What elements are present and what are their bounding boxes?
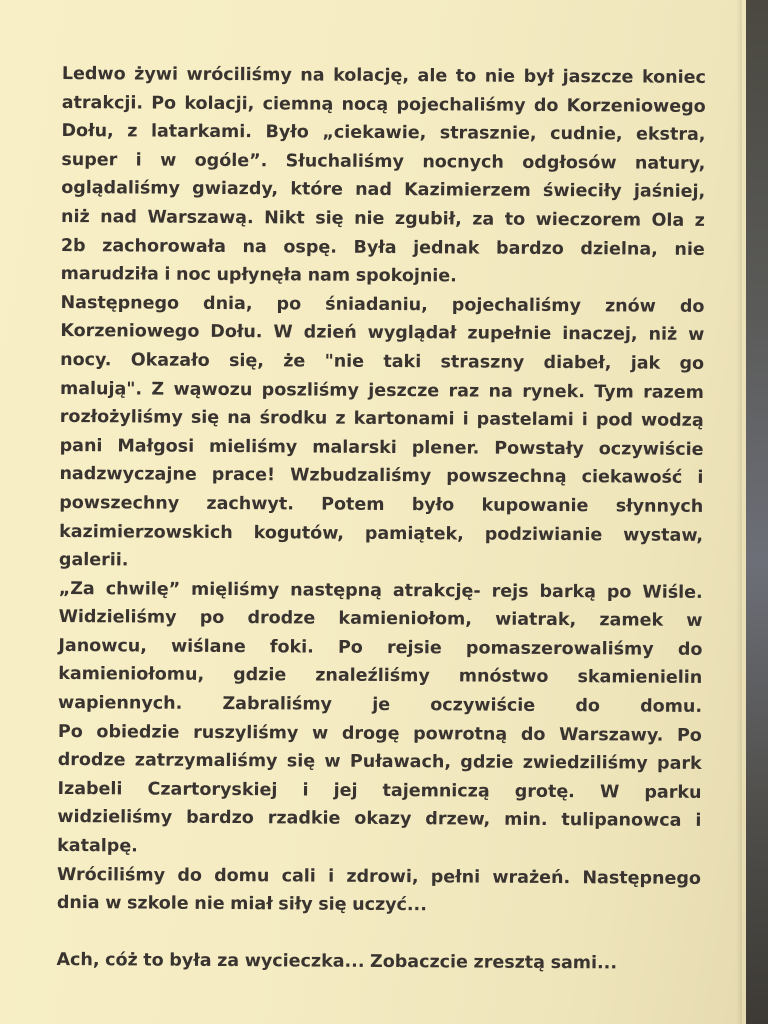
word: w <box>160 150 177 171</box>
text-line <box>59 460 703 493</box>
text-line <box>62 89 706 122</box>
word: jeszcze <box>368 380 440 401</box>
word: była <box>169 951 212 972</box>
word: Małgosi <box>117 436 195 457</box>
word: bardzo <box>496 238 564 259</box>
word: na <box>227 408 252 429</box>
word: ekstra, <box>636 124 706 146</box>
word: Z <box>151 379 165 400</box>
word: tulipanowca <box>561 810 682 832</box>
word: rozłożyliśmy <box>59 407 183 428</box>
word: po <box>276 294 302 315</box>
word: Czartoryskiej <box>147 779 278 801</box>
word: Kazimierzem <box>404 180 531 202</box>
word: do <box>677 639 703 660</box>
paragraph-3 <box>57 575 703 865</box>
word: jak <box>630 353 661 374</box>
word: i <box>697 468 704 489</box>
word: katalpę. <box>57 836 138 857</box>
word: wyglądał <box>367 323 457 344</box>
word: wiślane <box>170 636 246 658</box>
word: z <box>694 210 705 231</box>
word: pastelami <box>476 409 574 431</box>
word: zupełnie <box>467 323 552 345</box>
word: skamienielin <box>577 667 703 689</box>
word: i <box>581 410 588 431</box>
word: cóż <box>105 950 138 971</box>
word: kamieniołom, <box>338 608 472 630</box>
word: ospę. <box>283 236 337 258</box>
word: dzień <box>303 322 357 344</box>
word: pani <box>59 435 103 456</box>
word: ale <box>417 66 448 87</box>
word: zachorowała <box>102 235 227 257</box>
word: je <box>372 694 391 716</box>
text-line <box>58 632 702 665</box>
word: Puławach, <box>349 752 452 773</box>
word: za <box>472 209 495 230</box>
word: ogóle”. <box>194 150 268 172</box>
text-line <box>60 432 704 465</box>
word: Następnego <box>582 867 701 889</box>
word: świeciły <box>542 181 622 202</box>
word: po <box>606 582 632 603</box>
word: zgubił, <box>394 209 462 230</box>
word: pamiątek, <box>364 523 464 544</box>
word: kogutów, <box>253 522 345 544</box>
word: Korzeniowego <box>60 321 200 343</box>
word: na <box>242 236 267 257</box>
word: rynek. <box>522 381 585 402</box>
word: straszny <box>440 352 525 373</box>
word: wapiennych. <box>58 693 183 714</box>
text-line <box>56 946 700 979</box>
word: Wiśle. <box>642 582 703 603</box>
word: mieliśmy <box>209 436 298 458</box>
text-line <box>61 174 705 207</box>
word: wrażeń. <box>492 867 571 888</box>
word: kartonami <box>353 408 455 430</box>
word: jaszcze <box>562 67 634 88</box>
paragraph-4 <box>57 861 701 922</box>
word: atrakcję- <box>392 580 481 602</box>
text-line <box>57 775 701 808</box>
word: drogę <box>341 723 400 744</box>
text-line <box>59 546 703 579</box>
word: na <box>488 381 513 402</box>
word: Dołu, <box>61 121 114 142</box>
word: plener. <box>411 437 480 459</box>
word: oglądaliśmy <box>61 178 181 200</box>
word: W <box>599 782 620 803</box>
text-line <box>61 260 705 293</box>
word: w <box>311 723 329 744</box>
text-line <box>59 489 703 522</box>
word: Tym <box>594 381 634 403</box>
word: Nikt <box>264 208 305 229</box>
word: zamek <box>599 610 664 631</box>
word: do <box>679 296 705 317</box>
text-line <box>61 203 705 236</box>
word: cali <box>281 865 316 887</box>
paragraph-2 <box>59 289 705 579</box>
word: podziwianie <box>484 524 603 545</box>
text-line <box>61 117 705 150</box>
word: noc <box>175 264 211 286</box>
paragraph-spacer <box>57 918 701 951</box>
word: diabeł, <box>543 352 612 374</box>
word: Warszawą. <box>147 207 254 229</box>
word: obiedzie <box>96 721 180 743</box>
word: oczywiście <box>598 439 704 460</box>
word: niż <box>60 206 90 228</box>
word: za <box>217 951 240 972</box>
word: zwiedziliśmy <box>522 753 648 774</box>
word: zatrzymaliśmy <box>134 750 278 772</box>
word: i <box>164 264 171 285</box>
word: był <box>523 66 555 88</box>
word: Po <box>676 725 702 746</box>
word: do <box>520 724 546 745</box>
word: miał <box>230 894 273 915</box>
word: Po <box>151 93 177 114</box>
word: po <box>199 608 225 629</box>
story-text <box>56 60 706 979</box>
word: się <box>318 894 347 915</box>
word: i <box>328 866 335 887</box>
word: grotę. <box>514 781 575 802</box>
text-line <box>60 289 704 322</box>
word: taki <box>383 351 422 373</box>
text-line <box>62 60 706 93</box>
word: latarkami. <box>150 121 253 143</box>
word: tajemniczą <box>382 780 490 802</box>
word: do <box>575 696 600 717</box>
word: Zabraliśmy <box>222 694 333 715</box>
text-line <box>60 317 704 350</box>
word: i <box>135 150 142 171</box>
text-line <box>58 689 702 722</box>
word: środku <box>259 408 328 429</box>
word: min. <box>504 810 548 831</box>
word: Było <box>265 122 309 143</box>
word: kazimierzowskich <box>59 521 233 543</box>
word: nie <box>194 894 225 915</box>
word: Warszawy. <box>559 724 664 746</box>
word: widzieliśmy <box>57 807 173 829</box>
word: i <box>302 780 309 801</box>
word: to <box>143 950 164 972</box>
word: Wróciliśmy <box>56 864 166 886</box>
word: ciemną <box>262 93 334 115</box>
paragraph-1 <box>61 60 706 293</box>
word: pomaszerowaliśmy <box>465 638 654 660</box>
word: powszechny <box>59 492 180 514</box>
word: z <box>127 121 138 142</box>
word: słynnych <box>615 496 704 517</box>
word: spokojnie. <box>355 265 457 287</box>
text-line <box>58 718 702 751</box>
word: żywi <box>134 64 179 85</box>
word: odgłosów <box>522 152 617 174</box>
word: szkole <box>126 893 189 915</box>
word: gdzie <box>460 752 514 774</box>
word: wystaw, <box>623 524 704 546</box>
word: super <box>61 149 118 171</box>
word: się <box>190 407 220 429</box>
word: domu. <box>640 696 703 717</box>
word: rejs <box>491 581 529 602</box>
word: chwilę” <box>105 578 181 600</box>
word: powrotną <box>413 723 508 745</box>
word: prace! <box>211 465 276 486</box>
word: galerii. <box>58 550 129 571</box>
word: rejsie <box>386 637 442 659</box>
word: zachwyt. <box>206 493 294 515</box>
word: cudnie, <box>550 124 623 145</box>
word: pojechaliśmy <box>451 295 582 316</box>
word: które <box>290 179 343 201</box>
word: nocą <box>341 94 389 115</box>
word: zresztą <box>473 952 546 974</box>
word: było <box>411 495 455 516</box>
word: Zobaczcie <box>370 952 469 973</box>
word: że <box>283 351 306 372</box>
word: do <box>177 865 202 886</box>
word: bardzo <box>186 808 254 829</box>
word: dnia, <box>203 293 253 314</box>
word: nie <box>484 66 516 87</box>
word: nocy. <box>60 349 112 371</box>
word: drodze <box>57 750 126 771</box>
word: pełni <box>430 866 481 888</box>
word: go <box>679 353 705 374</box>
word: razem <box>643 382 704 403</box>
word: gwiazdy, <box>192 179 279 200</box>
word: strasznie, <box>439 123 537 145</box>
word: pod <box>595 410 633 431</box>
word: atrakcji. <box>61 92 144 114</box>
word: Powstały <box>494 438 584 459</box>
word: mięliśmy <box>191 579 280 601</box>
word: się, <box>228 350 264 372</box>
closing-line <box>56 946 700 979</box>
text-line <box>61 146 705 179</box>
word: w <box>686 611 703 632</box>
word: wodzą <box>640 410 704 432</box>
word: drodze <box>247 608 316 629</box>
word: kupowanie <box>481 495 589 517</box>
word: marudziła <box>60 264 159 285</box>
word: uczyć... <box>352 895 427 916</box>
word: powszechną <box>446 466 567 488</box>
text-line <box>57 803 701 836</box>
word: Okazało <box>130 350 210 371</box>
word: dzielna, <box>580 238 658 260</box>
word: oczywiście <box>430 695 536 716</box>
word: Po <box>57 721 83 742</box>
word: niż <box>648 324 678 346</box>
word: nadzwyczajne <box>59 464 197 486</box>
word: okazy <box>354 809 412 830</box>
word: Następnego <box>60 292 180 314</box>
word: gdzie <box>233 665 287 686</box>
word: się <box>286 751 316 772</box>
word: do <box>533 95 559 116</box>
word: w <box>688 325 705 346</box>
word: następną <box>290 580 382 601</box>
word: barką <box>539 581 597 602</box>
word: rzadkie <box>267 808 341 830</box>
word: „Za <box>58 578 95 599</box>
text-line <box>58 746 702 779</box>
word: Po <box>337 637 363 658</box>
word: nam <box>307 265 351 286</box>
word: drzew, <box>425 809 491 831</box>
word: domu <box>214 865 270 886</box>
word: wieczorem <box>535 209 642 231</box>
word: to <box>504 209 526 230</box>
word: W <box>273 322 293 343</box>
word: Widzieliśmy <box>58 607 177 628</box>
text-line <box>61 232 705 265</box>
word: „ciekawie, <box>322 122 427 144</box>
word: kolację, <box>333 65 410 87</box>
word: pojechaliśmy <box>396 94 526 116</box>
word: inaczej, <box>562 324 638 345</box>
word: Izabeli <box>57 778 123 800</box>
word: foki. <box>269 637 314 658</box>
word: dnia <box>56 893 100 914</box>
sheet-edge-shadow <box>736 0 742 1024</box>
text-line <box>60 403 704 436</box>
word: kamieniołomu, <box>58 664 205 686</box>
text-line <box>57 889 701 922</box>
word: nocnych <box>422 151 504 173</box>
word: park <box>657 753 702 775</box>
background-surface <box>746 0 768 1024</box>
word: poszliśmy <box>261 379 359 401</box>
word: nie <box>674 239 705 260</box>
word: w <box>105 893 122 914</box>
word: 2b <box>60 235 86 256</box>
text-line <box>60 375 704 408</box>
word: nie <box>354 208 385 229</box>
word: zdrowi, <box>346 866 419 887</box>
text-line <box>59 603 703 636</box>
word: koniec <box>641 67 706 88</box>
word: Dołu. <box>210 322 263 343</box>
word: Potem <box>321 494 385 515</box>
word: Korzeniowego <box>566 95 706 117</box>
word: Ledwo <box>61 63 126 85</box>
word: Ach, <box>56 950 100 971</box>
word: znaleźliśmy <box>315 666 430 687</box>
text-line <box>58 660 702 693</box>
word: nad <box>100 207 138 228</box>
word: jej <box>333 780 358 801</box>
text-line <box>59 575 703 608</box>
word: nad <box>355 180 392 201</box>
word: śniadaniu, <box>325 294 428 315</box>
word: kolacji, <box>184 93 255 114</box>
text-line <box>59 517 703 550</box>
text-line <box>57 832 701 865</box>
word: Wzbudzaliśmy <box>290 465 432 487</box>
text-line <box>57 861 701 894</box>
word: i <box>462 409 469 430</box>
word: natury, <box>634 153 706 174</box>
word: siły <box>278 894 313 915</box>
word: jednak <box>413 237 480 259</box>
word: się <box>315 208 344 229</box>
word: Ola <box>651 210 685 231</box>
word: Była <box>353 237 397 258</box>
word: i <box>695 811 702 832</box>
word: z <box>335 408 346 429</box>
word: w <box>324 751 341 772</box>
word: jaśniej, <box>633 181 706 203</box>
word: parku <box>644 782 702 803</box>
word: upłynęła <box>216 265 303 286</box>
word: wróciliśmy <box>186 64 292 86</box>
word: to <box>455 66 477 87</box>
word: Słuchaliśmy <box>285 151 405 172</box>
word: znów <box>604 296 656 317</box>
word: raz <box>448 380 480 402</box>
word: mnóstwo <box>458 666 549 688</box>
word: Janowcu, <box>58 635 147 657</box>
word: malują". <box>59 378 143 400</box>
word: sami... <box>550 953 618 974</box>
word: ciekawość <box>581 467 683 489</box>
word: malarski <box>312 437 397 458</box>
word: wąwozu <box>173 379 253 400</box>
word: na <box>300 65 325 86</box>
word: "nie <box>324 351 365 372</box>
text-line <box>60 346 704 379</box>
word: wiatrak, <box>495 609 577 631</box>
word: wycieczka... <box>244 951 365 973</box>
word: ruszyliśmy <box>193 722 299 744</box>
